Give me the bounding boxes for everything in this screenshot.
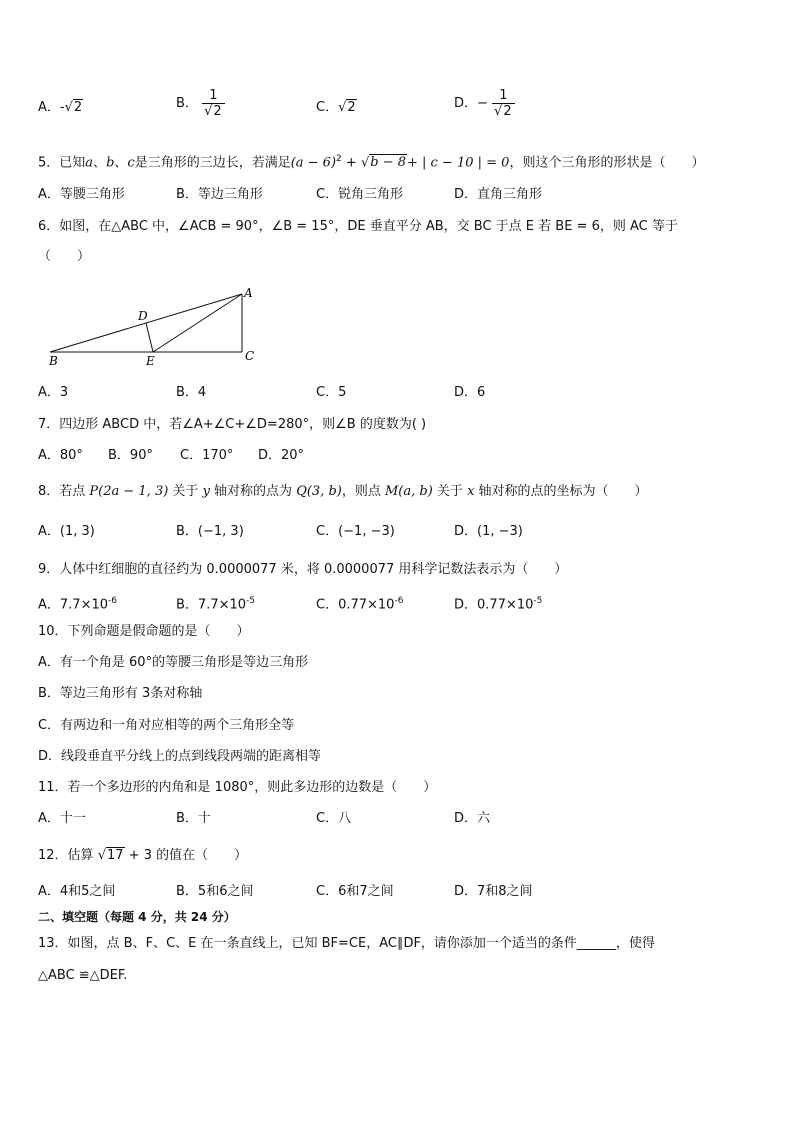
q4-option-a: A．-√2 [38,100,83,115]
fraction: $\frac{1}{√2}$ [202,88,225,119]
q8-question: 8．若点 P(2a − 1, 3) 关于 y 轴对称的点为 Q(3, b)，则点 M(a, b) 关于 x 轴对称的点的坐标为（ ） [38,484,648,499]
q6-question-paren: （ ） [38,249,91,264]
q6-option-d: D．6 [454,385,486,400]
q12-option-c: C．6和7之间 [316,884,394,899]
q12-question: 12．估算 √17 + 3 的值在（ ） [38,848,248,863]
q9-question: 9．人体中红细胞的直径约为 0.0000077 米，将 0.0000077 用科学记数法表示为（ ） [38,562,568,577]
q8-option-c: C．(−1, −3) [316,524,395,539]
q13-question-cont: △ABC ≌△DEF. [38,968,128,983]
q11-option-a: A．十一 [38,811,86,826]
q11-question: 11．若一个多边形的内角和是 1080°，则此多边形的边数是（ ） [38,780,437,795]
segment-de [146,323,153,352]
q8-option-b: B．(−1, 3) [176,524,244,539]
triangle-figure [40,284,270,369]
q8-option-a: A．(1, 3) [38,524,95,539]
q7-option-a: A．80° [38,448,83,463]
label-c: C [245,349,255,363]
q5-option-b: B．等边三角形 [176,187,263,202]
q6-option-a: A．3 [38,385,69,400]
q6-question: 6．如图，在△ABC 中，∠ACB = 90°，∠B = 15°，DE 垂直平分 AB，交 BC 于点 E 若 BE = 6，则 AC 等于 [38,219,678,234]
label-a: A [244,286,253,300]
label-e: E [146,354,155,368]
q12-option-b: B．5和6之间 [176,884,254,899]
q9-option-b: B．$7.7\times 10^{-5}$ [176,596,256,613]
q10-option-c: C．有两边和一角对应相等的两个三角形全等 [38,718,295,733]
q7-option-d: D．20° [258,448,305,463]
q10-option-b: B．等边三角形有 3条对称轴 [38,686,203,701]
q10-question: 10．下列命题是假命题的是（ ） [38,624,250,639]
q11-option-c: C．八 [316,811,352,826]
q12-option-a: A．4和5之间 [38,884,116,899]
q12-option-d: D．7和8之间 [454,884,533,899]
q6-option-b: B．4 [176,385,207,400]
q13-question: 13．如图，点 B、F、C、E 在一条直线上，已知 BF=CE，AC∥DF，请你添加一个适当的条件______，使得 [38,936,655,951]
q6-option-c: C．5 [316,385,347,400]
label-b: B [49,354,58,368]
q4-option-d: D．− $\frac{1}{√2}$ [454,88,515,119]
q8-option-d: D．(1, −3) [454,524,523,539]
q9-option-c: C．$0.77\times 10^{-6}$ [316,596,404,613]
q4-option-c: C．√2 [316,100,356,115]
section-heading: 二、填空题（每题 4 分，共 24 分） [38,910,236,924]
q7-question: 7．四边形 ABCD 中，若∠A+∠C+∠D=280°，则∠B 的度数为( ) [38,417,427,432]
q4-option-b: B． $\frac{1}{√2}$ [176,88,225,119]
q5-option-d: D．直角三角形 [454,187,543,202]
q5-question: 5．已知a、b、c是三角形的三边长，若满足$(a - 6)^2 + √b - 8+$ | c − 10 | = 0，则这个三角形的形状是（ ） [38,154,705,171]
q7-option-b: B．90° [108,448,153,463]
label-d: D [138,309,148,323]
q7-option-c: C．170° [180,448,234,463]
q5-option-c: C．锐角三角形 [316,187,404,202]
q5-option-a: A．等腰三角形 [38,187,125,202]
q9-option-a: A．$7.7\times 10^{-6}$ [38,596,117,613]
fraction: $\frac{1}{√2}$ [492,88,515,119]
q11-option-b: B．十 [176,811,211,826]
q11-option-d: D．六 [454,811,491,826]
q9-option-d: D．$0.77\times 10^{-5}$ [454,596,543,613]
q10-option-d: D．线段垂直平分线上的点到线段两端的距离相等 [38,749,322,764]
q10-option-a: A．有一个角是 60°的等腰三角形是等边三角形 [38,655,309,670]
segment-ea [153,294,242,352]
